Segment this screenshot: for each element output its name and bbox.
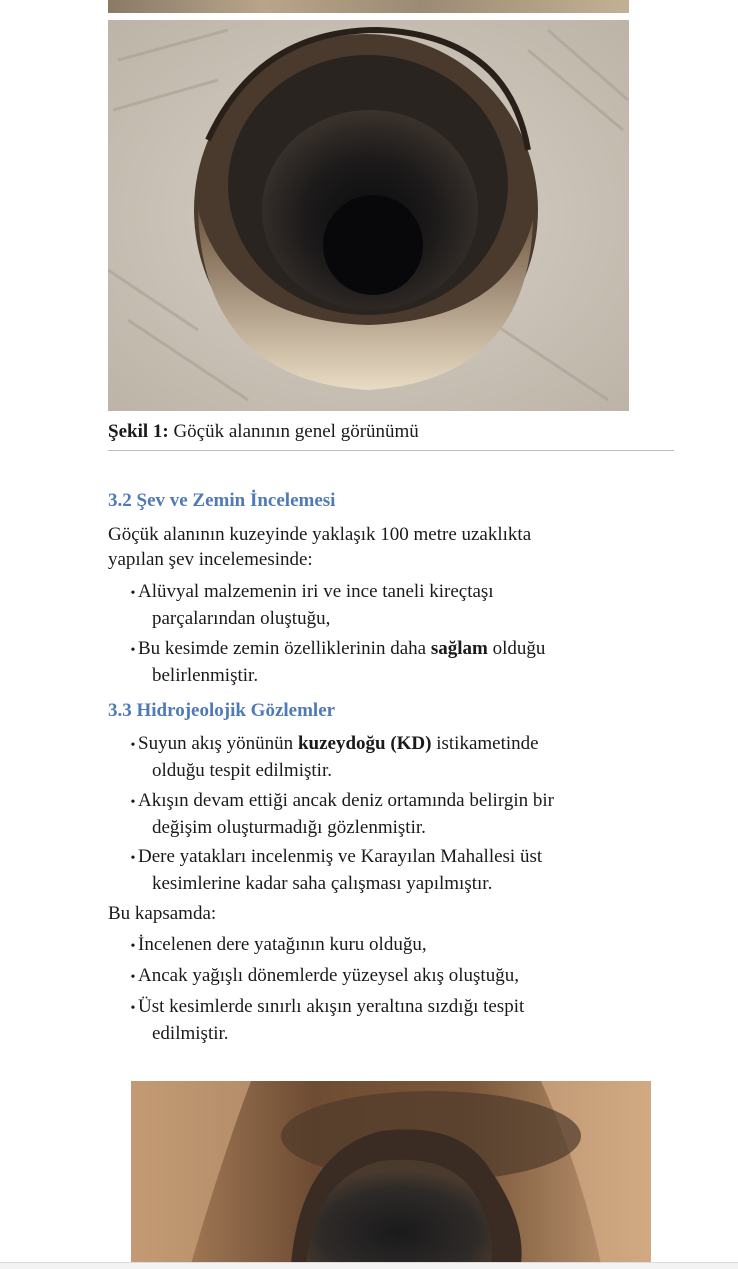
bullet-dot: • [130, 643, 136, 658]
list-item [128, 994, 524, 1046]
bullet-dot: • [130, 1001, 136, 1016]
bullet-dot: • [130, 939, 136, 954]
bullet-dot: • [130, 851, 136, 866]
list-item-line-2: kesimlerine kadar saha çalışması yapılmıştır. [152, 873, 493, 894]
bullet-dot: • [130, 738, 136, 753]
intro-line-1: Göçük alanının kuzeyinde yaklaşık 100 metre uzaklıkta [108, 524, 532, 545]
list-item-line-2: değişim oluşturmadığı gözlenmiştir. [152, 817, 426, 838]
list-item [128, 788, 554, 840]
bullet-dot: • [130, 970, 136, 985]
list-item-line-2: parçalarından oluştuğu, [152, 608, 331, 629]
emphasis-text: sağlam [430, 638, 488, 659]
previous-photo-strip [108, 0, 629, 13]
list-item-line-2: belirlenmiştir. [152, 665, 259, 686]
list-item-line-1: Akışın devam ettiği ancak deniz ortamında belirgin bir [138, 790, 554, 811]
emphasis-text: kuzeydoğu (KD) [297, 733, 432, 754]
list-item [128, 844, 542, 896]
figure-caption-text: Göçük alanının genel görünümü [173, 421, 419, 442]
section-3-3-heading: 3.3 Hidrojeolojik Gözlemler [108, 700, 336, 721]
bullet-dot: • [130, 795, 136, 810]
list-item-line-1: Ancak yağışlı dönemlerde yüzeysel akış oluştuğu, [138, 965, 519, 986]
list-item [128, 963, 519, 990]
sinkhole-photo-illustration [108, 20, 629, 411]
list-item-line-1: İncelenen dere yatağının kuru olduğu, [138, 934, 427, 955]
caption-divider [108, 450, 674, 451]
bullet-dot: • [130, 586, 136, 601]
list-item-line-2: olduğu tespit edilmiştir. [152, 760, 332, 781]
list-item-line-1-post: istikametinde [431, 733, 539, 754]
list-item-line-1: Dere yatakları incelenmiş ve Karayılan Mahallesi üst [138, 846, 543, 867]
list-item [128, 579, 494, 631]
intro-line-2: yapılan şev incelemesinde: [108, 549, 313, 570]
figure-1-caption [108, 420, 419, 444]
list-item-line-1-post: olduğu [487, 638, 546, 659]
tunnel-photo-illustration [131, 1081, 651, 1264]
figure-2-photo [131, 1081, 651, 1264]
list-item-line-1-pre: Bu kesimde zemin özelliklerinin daha [138, 638, 431, 659]
list-item [128, 636, 545, 688]
list-item [128, 932, 427, 959]
list-item-line-1-pre: Suyun akış yönünün [138, 733, 298, 754]
list-item-line-1: Alüvyal malzemenin iri ve ince taneli kireçtaşı [138, 581, 494, 602]
figure-label: Şekil 1: [108, 421, 169, 442]
list-item-line-2: edilmiştir. [152, 1023, 229, 1044]
list-item [128, 731, 539, 783]
section-3-2-intro [108, 522, 531, 572]
figure-1-photo [108, 20, 629, 411]
section-3-2-heading: 3.2 Şev ve Zemin İncelemesi [108, 490, 336, 511]
list-item-line-1: Üst kesimlerde sınırlı akışın yeraltına sızdığı tespit [138, 996, 525, 1017]
lead-text: Bu kapsamda: [108, 903, 217, 924]
